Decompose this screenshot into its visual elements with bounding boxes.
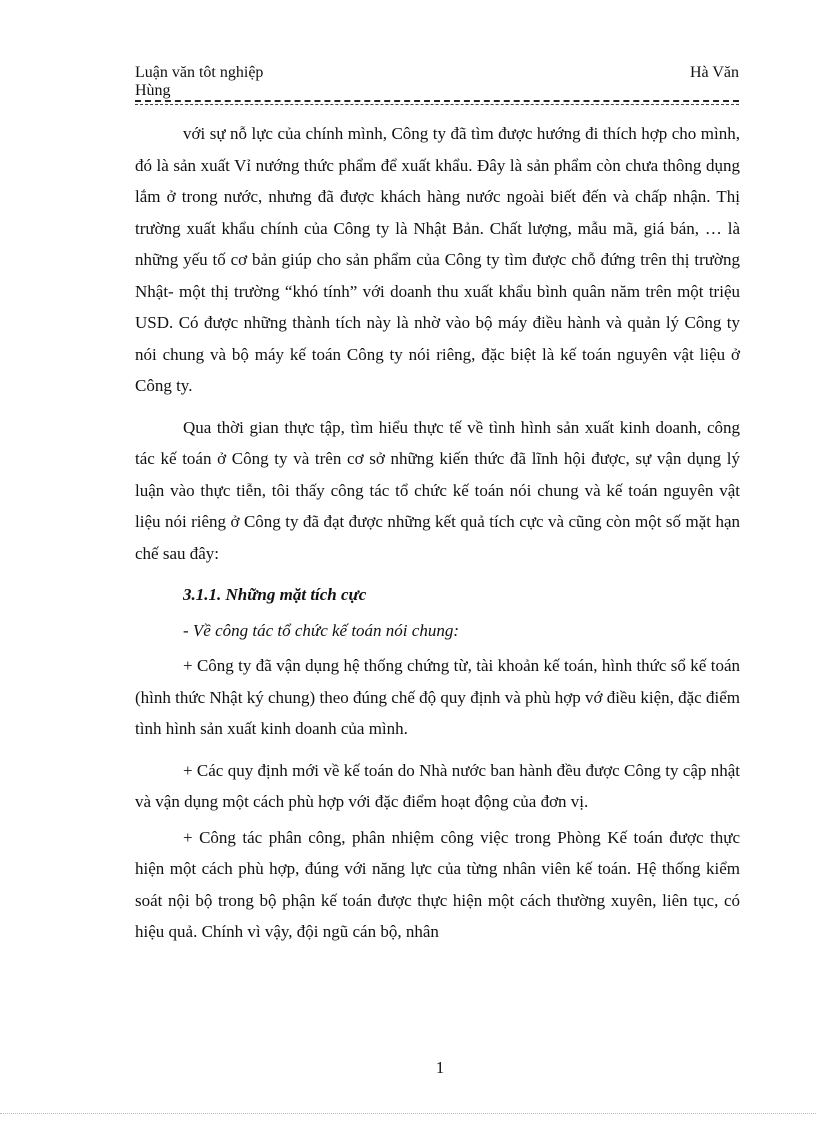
header-author-name: Hà Văn [689,64,739,81]
header-author-surname: Hùng [135,82,171,99]
header-divider [135,100,739,102]
paragraph-internship-findings: Qua thời gian thực tập, tìm hiểu thực tế về tình hình sản xuất kinh doanh, công tác kế toán ở Công ty và trên cơ sở những kiến thức đã lĩnh hội được, sự vận dụng lý luận vào thực tiễn, tôi thấy công tác tổ chức kế toán nói chung và kế toán nguyên vật liệu nói riêng ở Công ty đã đạt được những kết quả tích cực và cũng còn một số mặt hạn chế sau đây: [135,417,740,563]
header-left [135,64,655,100]
document-body [135,118,740,958]
page-bottom-edge [0,1113,816,1114]
section-heading: 3.1.1. Những mặt tích cực [183,585,367,604]
page-number: 1 [435,1058,445,1077]
header-thesis-title: Luận văn tôt nghiệp [135,64,264,81]
paragraph-task-assignment: + Công tác phân công, phân nhiệm công việc trong Phòng Kế toán được thực hiện một cách phù hợp, đúng với năng lực của từng nhân viên kế toán. Hệ thống kiểm soát nội bộ trong bộ phận kế toán được thực hiện một cách thường xuyên, liên tục, có hiệu quả. Chính vì vậy, đội ngũ cán bộ, nhân [135,827,740,941]
section-subheading: - Về công tác tổ chức kế toán nói chung: [183,620,459,640]
page-header [135,64,739,104]
paragraph-company-direction: với sự nỗ lực của chính mình, Công ty đã tìm được hướng đi thích hợp cho mình, đó là sản xuất Vỉ nướng thức phẩm để xuất khẩu. Đây là sản phẩm còn chưa thông dụng lắm ở trong nước, nhưng đã được khách hàng nước ngoài biết đến và chấp nhận. Thị trường xuất khẩu chính của Công ty là Nhật Bản. Chất lượng, mẫu mã, giá bán, … là những yếu tố cơ bản giúp cho sản phẩm của Công ty tìm được chỗ đứng trên thị trường Nhật- một thị trường “khó tính” với doanh thu xuất khẩu bình quân năm trên một triệu USD. Có được những thành tích này là nhờ vào bộ máy điều hành và quản lý Công ty nói chung và bộ máy kế toán Công ty nói riêng, đặc biệt là kế toán nguyên vật liệu ở Công ty. [135,124,740,395]
header-divider-thin [135,104,739,105]
paragraph-accounting-system: + Công ty đã vận dụng hệ thống chứng từ, tài khoản kế toán, hình thức sổ kế toán (hình thức Nhật ký chung) theo đúng chế độ quy định và phù hợp vớ điều kiện, đặc điểm tình hình sản xuất kinh doanh của mình. [135,656,740,738]
paragraph-regulations: + Các quy định mới về kế toán do Nhà nước ban hành đều được Công ty cập nhật và vận dụng một cách phù hợp với đặc điểm hoạt động của đơn vị. [135,760,740,811]
